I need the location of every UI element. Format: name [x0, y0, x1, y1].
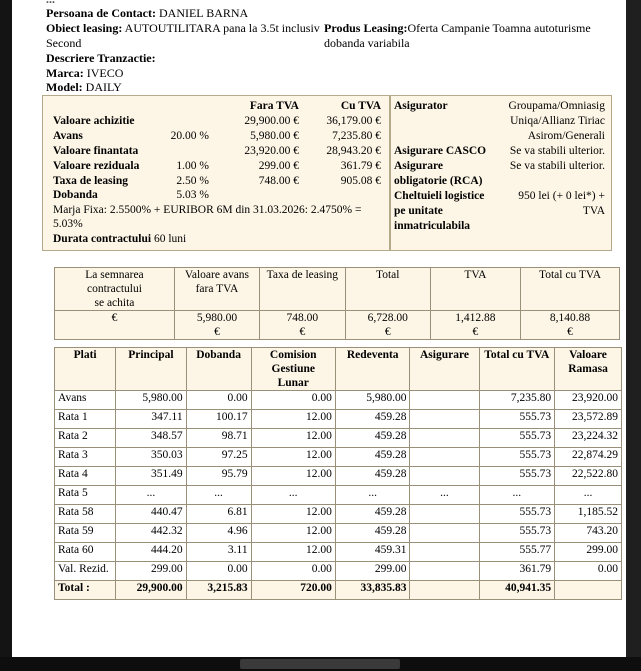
signing-value-line: €	[384, 326, 391, 338]
schedule-header: Valoare Ramasa	[555, 348, 622, 391]
signing-header-line: Total	[376, 269, 400, 281]
schedule-cell: 299.00	[335, 562, 410, 581]
contact-line	[46, 6, 248, 20]
schedule-cell: 23,224.32	[555, 429, 622, 448]
schedule-cell: 3.11	[186, 543, 251, 562]
schedule-cell: 555.73	[479, 410, 555, 429]
signing-value	[174, 311, 259, 340]
schedule-cell	[410, 391, 479, 410]
model-label: Model:	[46, 80, 83, 94]
product-line2: dobanda variabila	[324, 36, 410, 50]
schedule-cell: 7,235.80	[479, 391, 555, 410]
marja-line2: 5.03%	[53, 218, 83, 230]
signing-value-line: €	[567, 326, 573, 338]
schedule-row	[55, 524, 622, 543]
schedule-cell: 12.00	[251, 429, 335, 448]
schedule-cell: 23,572.89	[555, 410, 622, 429]
schedule-cell: 0.00	[186, 391, 251, 410]
schedule-cell: 440.47	[116, 505, 186, 524]
schedule-cell: 98.71	[186, 429, 251, 448]
chelt-label-3: inmatriculabila	[394, 220, 471, 232]
schedule-cell: 22,874.29	[555, 448, 622, 467]
summary-cu-value: 361.79 €	[340, 160, 381, 172]
signing-value-line: 8,140.88	[549, 312, 591, 324]
schedule-cell: 0.00	[251, 391, 335, 410]
signing-table	[54, 267, 620, 340]
schedule-row-label: Rata 5	[55, 486, 116, 505]
schedule-cell	[410, 429, 479, 448]
schedule-cell	[410, 505, 479, 524]
signing-value-line: 6,728.00	[367, 312, 408, 324]
schedule-cell: 12.00	[251, 524, 335, 543]
chelt-value-2: TVA	[582, 205, 605, 217]
schedule-row-label: Rata 59	[55, 524, 116, 543]
schedule-cell: 5,980.00	[335, 391, 410, 410]
schedule-row-label: Rata 1	[55, 410, 116, 429]
left-edge	[0, 0, 12, 671]
schedule-cell: 0.00	[251, 562, 335, 581]
summary-pct: 1.00 %	[176, 160, 209, 172]
signing-header-line: Taxa de leasing	[266, 269, 339, 281]
summary-fara-value: 5,980.00 €	[250, 130, 299, 142]
schedule-total-cell: 720.00	[251, 581, 335, 600]
summary-label: Taxa de leasing	[53, 175, 128, 187]
signing-value-line: €	[472, 326, 479, 338]
chelt-label-1: Cheltuieli logistice	[394, 190, 485, 202]
product-line	[324, 21, 591, 35]
signing-header	[174, 268, 259, 311]
chelt-label-2: pe unitate	[394, 205, 443, 217]
schedule-total-row	[55, 581, 622, 600]
signing-header	[55, 268, 175, 311]
schedule-row	[55, 486, 622, 505]
schedule-row-label: Rata 60	[55, 543, 116, 562]
signing-value-line: €	[214, 326, 220, 338]
model-line	[46, 80, 122, 94]
signing-value-line: 5,980.00	[196, 312, 238, 324]
signing-header-line: Total cu TVA	[539, 269, 602, 281]
schedule-row	[55, 448, 622, 467]
object-value: AUTOUTILITARA pana la 3.5t inclusiv	[124, 21, 320, 35]
signing-value	[430, 311, 520, 340]
summary-label: Avans	[53, 130, 83, 142]
schedule-cell: 347.11	[116, 410, 186, 429]
summary-cu-value: 7,235.80 €	[332, 130, 381, 142]
schedule-total-cell: 3,215.83	[186, 581, 251, 600]
asigurator-value-3: Asirom/Generali	[527, 130, 605, 142]
casco-value: Se va stabili ulterior.	[509, 145, 605, 157]
schedule-cell: 350.03	[116, 448, 186, 467]
schedule-header: Plati	[55, 348, 116, 391]
signing-value	[55, 311, 175, 340]
schedule-row-label: Rata 2	[55, 429, 116, 448]
signing-header-line: Valoare avans	[184, 269, 250, 281]
signing-value-line: €	[299, 326, 306, 338]
schedule-cell	[410, 562, 479, 581]
signing-value-line: 1,412.88	[455, 312, 496, 324]
schedule-cell: 348.57	[116, 429, 186, 448]
schedule-row	[55, 429, 622, 448]
schedule-cell: 459.28	[335, 467, 410, 486]
casco-label: Asigurare CASCO	[394, 145, 487, 157]
schedule-cell: 459.28	[335, 448, 410, 467]
durata-line	[53, 232, 186, 246]
schedule-cell: 97.25	[186, 448, 251, 467]
brand-line	[46, 66, 123, 80]
schedule-total-cell	[555, 581, 622, 600]
schedule-total-label: Total :	[55, 581, 116, 600]
schedule-total-cell: 33,835.83	[335, 581, 410, 600]
object-label: Obiect leasing:	[46, 21, 123, 35]
schedule-cell: ...	[186, 486, 251, 505]
schedule-row	[55, 562, 622, 581]
schedule-cell	[410, 410, 479, 429]
schedule-header: Principal	[116, 348, 186, 391]
schedule-cell: 351.49	[116, 467, 186, 486]
schedule-cell: 555.73	[479, 505, 555, 524]
object-line	[46, 21, 320, 35]
summary-pct: 5.03 %	[176, 189, 209, 201]
schedule-cell: 4.96	[186, 524, 251, 543]
durata-value: 60 luni	[153, 233, 187, 245]
schedule-row-label: Val. Rezid.	[55, 562, 116, 581]
summary-cu-value: 28,943.20 €	[326, 145, 381, 157]
schedule-cell: 1,185.52	[555, 505, 622, 524]
schedule-cell: 299.00	[555, 543, 622, 562]
schedule-cell: ...	[335, 486, 410, 505]
signing-header-line: TVA	[464, 269, 487, 281]
bottom-strip	[0, 657, 641, 671]
schedule-cell: ...	[251, 486, 335, 505]
document-page	[12, 0, 626, 657]
asigurator-value-2: Uniqa/Allianz Tiriac	[510, 115, 605, 127]
asigurator-label: Asigurator	[394, 100, 448, 112]
schedule-cell: 459.28	[335, 410, 410, 429]
schedule-cell: 442.32	[116, 524, 186, 543]
summary-fara-value: 748.00 €	[258, 175, 299, 187]
chelt-value-1: 950 lei (+ 0 lei*) +	[518, 190, 605, 202]
signing-header-line: se achita	[94, 297, 135, 309]
rca-value: Se va stabili ulterior.	[509, 160, 605, 172]
schedule-cell	[410, 448, 479, 467]
signing-header	[521, 268, 620, 311]
summary-pct: 20.00 %	[170, 130, 209, 142]
schedule-cell: 23,920.00	[555, 391, 622, 410]
schedule-cell: 459.28	[335, 429, 410, 448]
schedule-row-label: Rata 4	[55, 467, 116, 486]
schedule-row	[55, 505, 622, 524]
schedule-cell: 12.00	[251, 543, 335, 562]
schedule-row	[55, 543, 622, 562]
schedule-cell: 459.28	[335, 505, 410, 524]
durata-label: Durata contractului	[53, 233, 152, 245]
object-line2: Second	[46, 36, 82, 50]
schedule-cell: 6.81	[186, 505, 251, 524]
summary-cu-value: 905.08 €	[340, 175, 381, 187]
schedule-cell: 459.31	[335, 543, 410, 562]
product-label: Produs Leasing:	[324, 21, 408, 35]
brand-label: Marca:	[46, 66, 84, 80]
schedule-row-label: Rata 58	[55, 505, 116, 524]
schedule-cell: 555.73	[479, 429, 555, 448]
summary-cu-value: 36,179.00 €	[326, 115, 381, 127]
schedule-cell: 555.77	[479, 543, 555, 562]
schedule-total-cell: 29,900.00	[116, 581, 186, 600]
schedule-cell: 12.00	[251, 410, 335, 429]
schedule-cell: 100.17	[186, 410, 251, 429]
schedule-header: Comision Gestiune Lunar	[251, 348, 335, 391]
schedule-total-cell	[410, 581, 479, 600]
model-value: DAILY	[85, 80, 122, 94]
schedule-cell: ...	[555, 486, 622, 505]
schedule-cell: 361.79	[479, 562, 555, 581]
description-label: Descriere Tranzactie:	[46, 51, 156, 65]
signing-header	[259, 268, 345, 311]
schedule-cell: 444.20	[116, 543, 186, 562]
schedule-cell: 12.00	[251, 448, 335, 467]
schedule-cell	[410, 524, 479, 543]
summary-fara-value: 23,920.00 €	[244, 145, 299, 157]
schedule-total-cell: 40,941.35	[479, 581, 555, 600]
schedule-cell: 95.79	[186, 467, 251, 486]
product-value: Oferta Campanie Toamna autoturisme	[407, 21, 591, 35]
schedule-row-label: Avans	[55, 391, 116, 410]
summary-label: Valoare achizitie	[53, 115, 135, 127]
schedule-cell: ...	[479, 486, 555, 505]
asigurator-value-1: Groupama/Omniasig	[508, 100, 605, 112]
schedule-cell: 299.00	[116, 562, 186, 581]
schedule-cell	[410, 467, 479, 486]
schedule-header: Asigurare	[410, 348, 479, 391]
signing-value	[345, 311, 430, 340]
signing-header-line: fara TVA	[195, 283, 239, 295]
schedule-cell: 555.73	[479, 524, 555, 543]
schedule-cell: 5,980.00	[116, 391, 186, 410]
signing-header	[430, 268, 520, 311]
signing-value-line: 748.00	[286, 312, 319, 324]
summary-fara-value: 299.00 €	[258, 160, 299, 172]
signing-header-line: La semnarea contractului	[85, 269, 144, 295]
signing-header	[345, 268, 430, 311]
col-fara-tva: Fara TVA	[249, 100, 299, 112]
summary-label: Valoare finantata	[53, 145, 139, 157]
summary-label: Dobanda	[53, 189, 98, 201]
schedule-row	[55, 391, 622, 410]
signing-value	[521, 311, 620, 340]
schedule-header: Total cu TVA	[479, 348, 555, 391]
schedule-cell: 0.00	[555, 562, 622, 581]
schedule-row	[55, 467, 622, 486]
schedule-cell: ...	[116, 486, 186, 505]
schedule-cell: ...	[410, 486, 479, 505]
summary-label: Valoare reziduala	[53, 160, 140, 172]
schedule-cell	[410, 543, 479, 562]
contact-label: Persoana de Contact:	[46, 6, 156, 20]
col-cu-tva: Cu TVA	[340, 100, 381, 112]
schedule-header: Dobanda	[186, 348, 251, 391]
schedule-cell: 0.00	[186, 562, 251, 581]
rca-label-1: Asigurare	[394, 160, 443, 172]
schedule-cell: 743.20	[555, 524, 622, 543]
signing-value-line: €	[111, 312, 118, 324]
schedule-cell: 459.28	[335, 524, 410, 543]
contact-value: DANIEL BARNA	[158, 6, 249, 20]
schedule-cell: 12.00	[251, 467, 335, 486]
marja-line: Marja Fixa: 2.5500% + EURIBOR 6M din 31.03.2026: 2.4750% =	[53, 204, 362, 216]
brand-value: IVECO	[86, 66, 124, 80]
summary-pct: 2.50 %	[176, 175, 209, 187]
schedule-cell: 22,522.80	[555, 467, 622, 486]
summary-fara-value: 29,900.00 €	[244, 115, 299, 127]
insurance-box	[390, 95, 612, 251]
rca-label-2: obligatorie (RCA)	[394, 175, 483, 187]
schedule-cell: 12.00	[251, 505, 335, 524]
right-edge	[626, 0, 641, 671]
signing-value	[259, 311, 345, 340]
schedule-row-label: Rata 3	[55, 448, 116, 467]
schedule-header: Redeventa	[335, 348, 410, 391]
summary-box	[42, 95, 390, 251]
schedule-row	[55, 410, 622, 429]
schedule-table	[54, 347, 622, 600]
schedule-cell: 555.73	[479, 467, 555, 486]
schedule-cell: 555.73	[479, 448, 555, 467]
